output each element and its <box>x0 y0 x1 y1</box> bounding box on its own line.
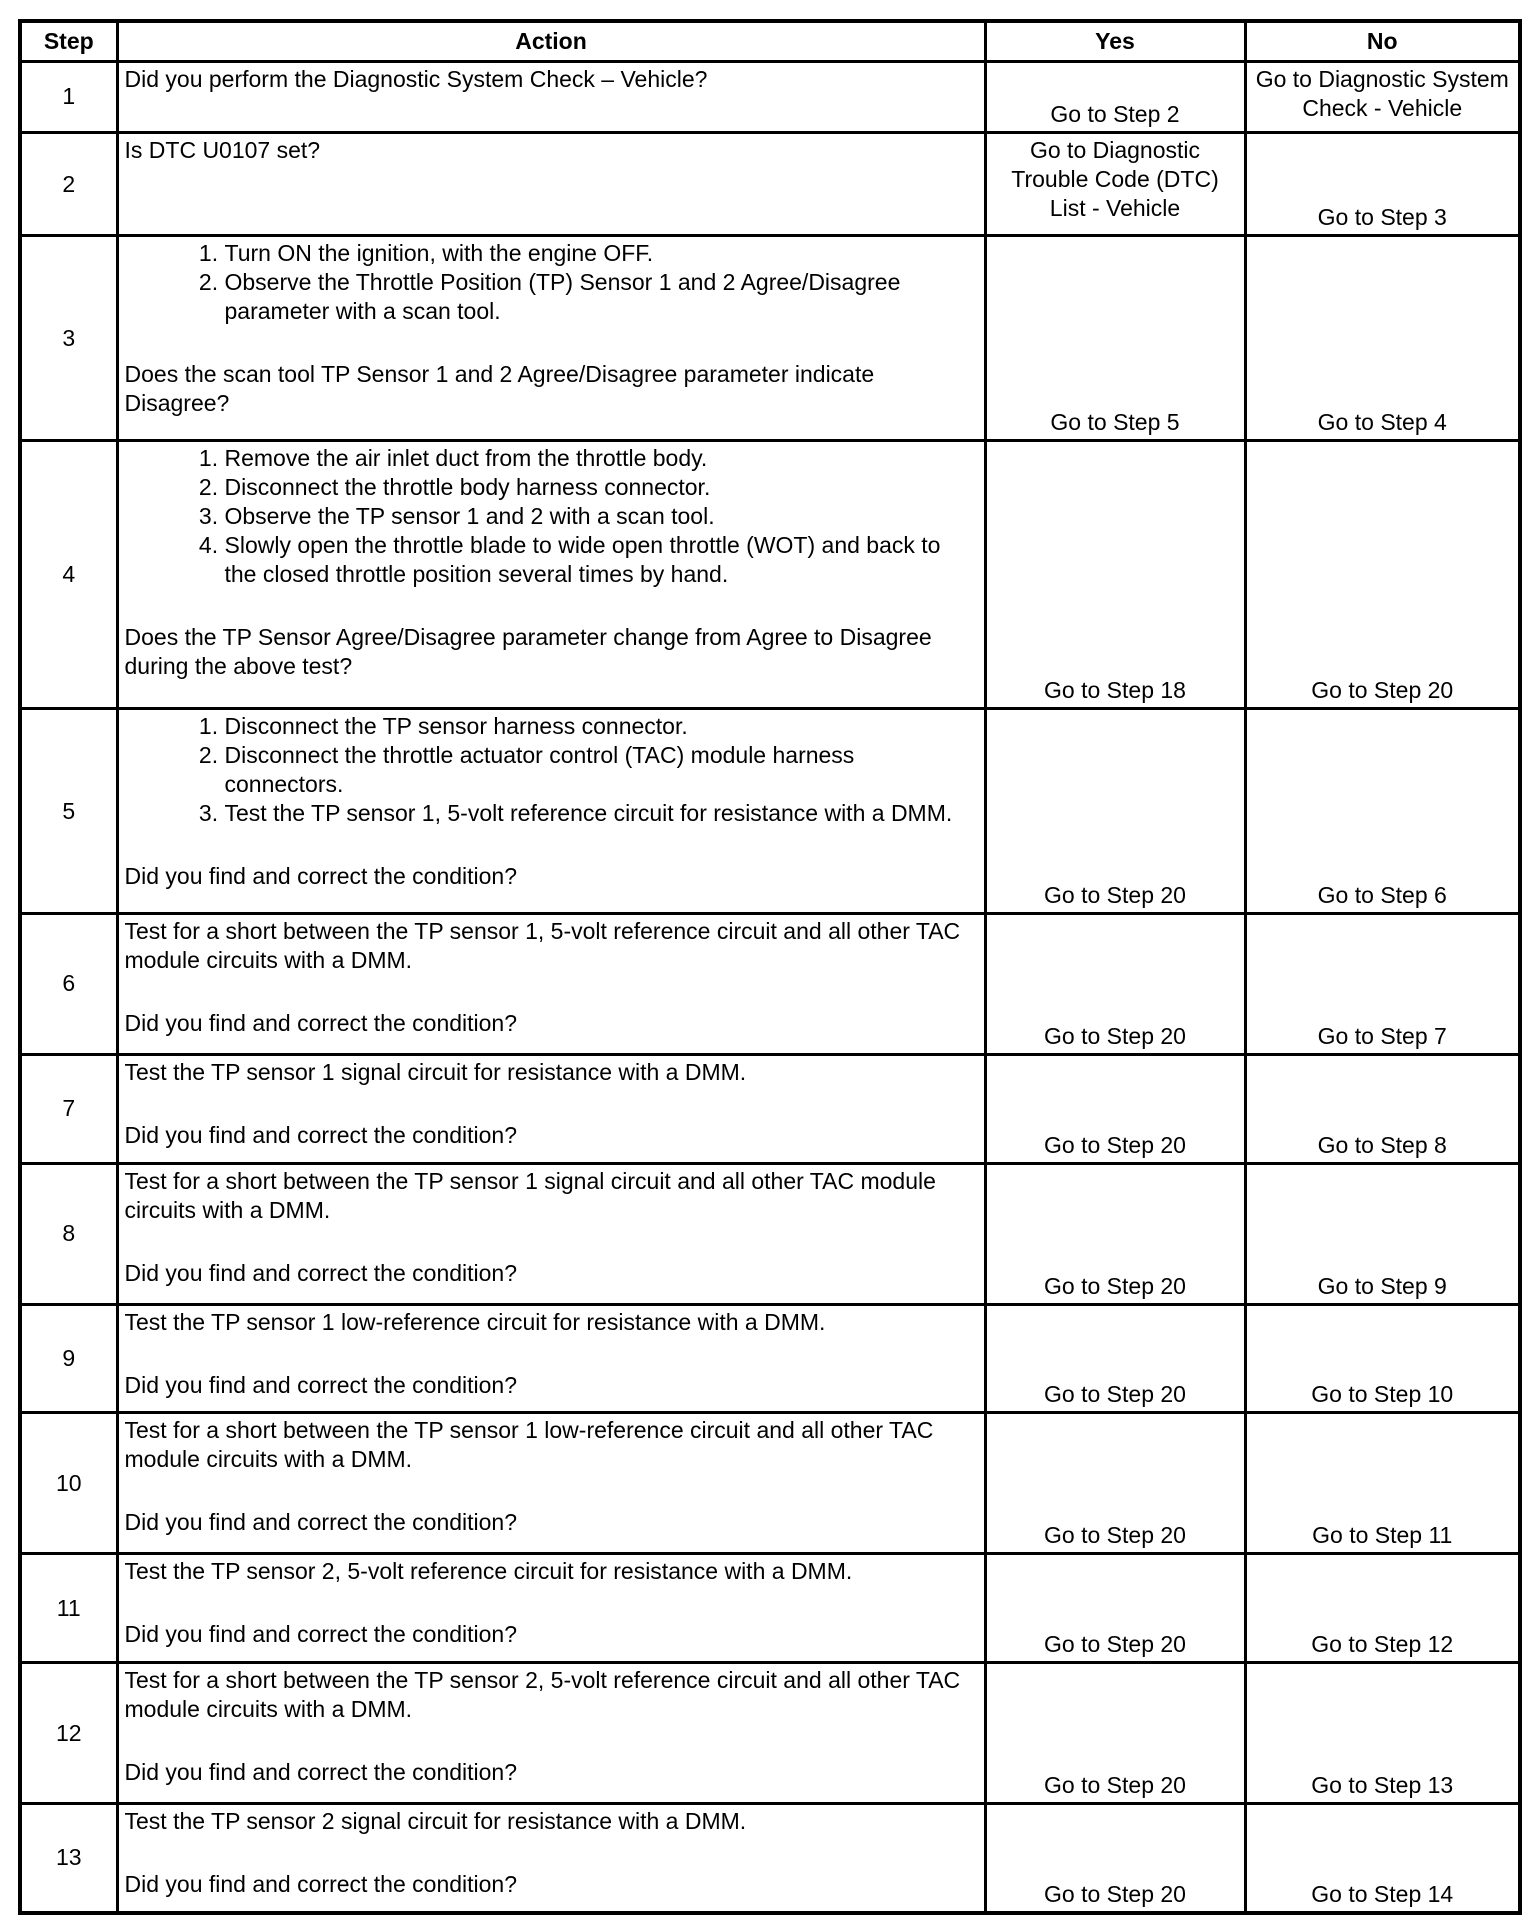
action-substep: 3. Observe the TP sensor 1 and 2 with a scan tool. <box>225 502 978 531</box>
action-instruction: Test the TP sensor 1 low-reference circuit for resistance with a DMM. <box>124 1308 826 1335</box>
yes-result: Go to Step 20 <box>985 1663 1245 1804</box>
table-row <box>20 1304 1520 1413</box>
no-result: Go to Diagnostic System Check - Vehicle <box>1245 61 1520 133</box>
action-cell <box>117 1054 985 1163</box>
action-question: Did you find and correct the condition? <box>124 1010 518 1037</box>
header-no: No <box>1245 21 1520 61</box>
table-row <box>20 236 1520 441</box>
diagnostic-table <box>18 19 1522 1915</box>
action-cell <box>117 1554 985 1663</box>
action-substep: 1. Turn ON the ignition, with the engine OFF. <box>225 239 978 268</box>
yes-result: Go to Step 18 <box>985 441 1245 709</box>
action-instruction: Test the TP sensor 2 signal circuit for resistance with a DMM. <box>124 1807 747 1834</box>
table-body <box>20 61 1520 1913</box>
action-cell <box>117 441 985 709</box>
table-row <box>20 1663 1520 1804</box>
action-substep: 2. Observe the Throttle Position (TP) Sensor 1 and 2 Agree/Disagree parameter with a scan tool. <box>225 268 978 326</box>
action-cell <box>117 133 985 236</box>
action-cell <box>117 1663 985 1804</box>
action-cell <box>117 236 985 441</box>
header-step: Step <box>20 21 117 61</box>
action-question: Did you find and correct the condition? <box>124 1259 518 1286</box>
action-question: Did you find and correct the condition? <box>124 1121 518 1148</box>
table-row <box>20 1054 1520 1163</box>
action-substeps <box>125 712 978 828</box>
no-result: Go to Step 10 <box>1245 1304 1520 1413</box>
no-result: Go to Step 6 <box>1245 709 1520 914</box>
action-instruction: Test the TP sensor 2, 5-volt reference circuit for resistance with a DMM. <box>124 1558 853 1585</box>
action-substeps <box>125 444 978 589</box>
action-substep: 3. Test the TP sensor 1, 5-volt reference circuit for resistance with a DMM. <box>225 799 978 828</box>
table-row <box>20 709 1520 914</box>
no-result: Go to Step 11 <box>1245 1413 1520 1554</box>
step-number: 2 <box>20 133 117 236</box>
yes-result: Go to Step 20 <box>985 1413 1245 1554</box>
yes-result: Go to Step 20 <box>985 1554 1245 1663</box>
step-number: 1 <box>20 61 117 133</box>
action-cell <box>117 1413 985 1554</box>
action-instruction: Test for a short between the TP sensor 2, 5-volt reference circuit and all other TAC module circuits with a DMM. <box>124 1667 961 1723</box>
action-question: Did you find and correct the condition? <box>124 1509 518 1536</box>
action-substep: 1. Disconnect the TP sensor harness connector. <box>225 712 978 741</box>
no-result: Go to Step 7 <box>1245 914 1520 1055</box>
table-row <box>20 1803 1520 1913</box>
action-question: Did you find and correct the condition? <box>124 863 518 890</box>
action-cell <box>117 709 985 914</box>
action-question: Does the scan tool TP Sensor 1 and 2 Agree/Disagree parameter indicate Disagree? <box>124 361 875 417</box>
action-cell <box>117 1803 985 1913</box>
yes-result: Go to Step 20 <box>985 709 1245 914</box>
action-question: Did you find and correct the condition? <box>124 1870 518 1897</box>
action-question: Did you find and correct the condition? <box>124 1621 518 1648</box>
no-result: Go to Step 12 <box>1245 1554 1520 1663</box>
action-instruction: Test for a short between the TP sensor 1 signal circuit and all other TAC module circuits with a DMM. <box>124 1167 936 1223</box>
no-result: Go to Step 14 <box>1245 1803 1520 1913</box>
action-substeps <box>125 239 978 326</box>
action-substep: 4. Slowly open the throttle blade to wide open throttle (WOT) and back to the closed throttle position several times by hand. <box>225 531 978 589</box>
step-number: 7 <box>20 1054 117 1163</box>
step-number: 9 <box>20 1304 117 1413</box>
action-substep: 2. Disconnect the throttle body harness connector. <box>225 473 978 502</box>
step-number: 8 <box>20 1163 117 1304</box>
no-result: Go to Step 4 <box>1245 236 1520 441</box>
header-yes: Yes <box>985 21 1245 61</box>
action-cell <box>117 1163 985 1304</box>
no-result: Go to Step 3 <box>1245 133 1520 236</box>
yes-result: Go to Step 20 <box>985 1163 1245 1304</box>
header-row <box>20 21 1520 61</box>
table-row <box>20 133 1520 236</box>
yes-result: Go to Step 20 <box>985 1054 1245 1163</box>
yes-result: Go to Step 20 <box>985 914 1245 1055</box>
no-result: Go to Step 9 <box>1245 1163 1520 1304</box>
step-number: 4 <box>20 441 117 709</box>
header-action: Action <box>117 21 985 61</box>
yes-result: Go to Step 5 <box>985 236 1245 441</box>
action-question: Did you perform the Diagnostic System Check – Vehicle? <box>124 65 708 92</box>
action-question: Did you find and correct the condition? <box>124 1759 518 1786</box>
step-number: 3 <box>20 236 117 441</box>
action-instruction: Test for a short between the TP sensor 1 low-reference circuit and all other TAC module circuits with a DMM. <box>124 1417 934 1473</box>
no-result: Go to Step 13 <box>1245 1663 1520 1804</box>
action-cell <box>117 914 985 1055</box>
table-row <box>20 1163 1520 1304</box>
action-cell <box>117 1304 985 1413</box>
action-question: Does the TP Sensor Agree/Disagree parameter change from Agree to Disagree during the above test? <box>124 624 932 680</box>
yes-result: Go to Step 20 <box>985 1803 1245 1913</box>
step-number: 5 <box>20 709 117 914</box>
action-question: Did you find and correct the condition? <box>124 1371 518 1398</box>
table-row <box>20 1554 1520 1663</box>
table-row <box>20 441 1520 709</box>
step-number: 10 <box>20 1413 117 1554</box>
step-number: 11 <box>20 1554 117 1663</box>
yes-result: Go to Step 2 <box>985 61 1245 133</box>
action-substep: 2. Disconnect the throttle actuator control (TAC) module harness connectors. <box>225 741 978 799</box>
action-question: Is DTC U0107 set? <box>124 137 321 163</box>
action-substep: 1. Remove the air inlet duct from the throttle body. <box>225 444 978 473</box>
action-cell <box>117 61 985 133</box>
table-row <box>20 61 1520 133</box>
yes-result: Go to Step 20 <box>985 1304 1245 1413</box>
table-row <box>20 914 1520 1055</box>
step-number: 13 <box>20 1803 117 1913</box>
no-result: Go to Step 8 <box>1245 1054 1520 1163</box>
yes-result: Go to Diagnostic Trouble Code (DTC) List - Vehicle <box>985 133 1245 236</box>
action-instruction: Test the TP sensor 1 signal circuit for resistance with a DMM. <box>124 1058 747 1085</box>
step-number: 12 <box>20 1663 117 1804</box>
step-number: 6 <box>20 914 117 1055</box>
table-row <box>20 1413 1520 1554</box>
no-result: Go to Step 20 <box>1245 441 1520 709</box>
action-instruction: Test for a short between the TP sensor 1, 5-volt reference circuit and all other TAC module circuits with a DMM. <box>124 918 961 974</box>
